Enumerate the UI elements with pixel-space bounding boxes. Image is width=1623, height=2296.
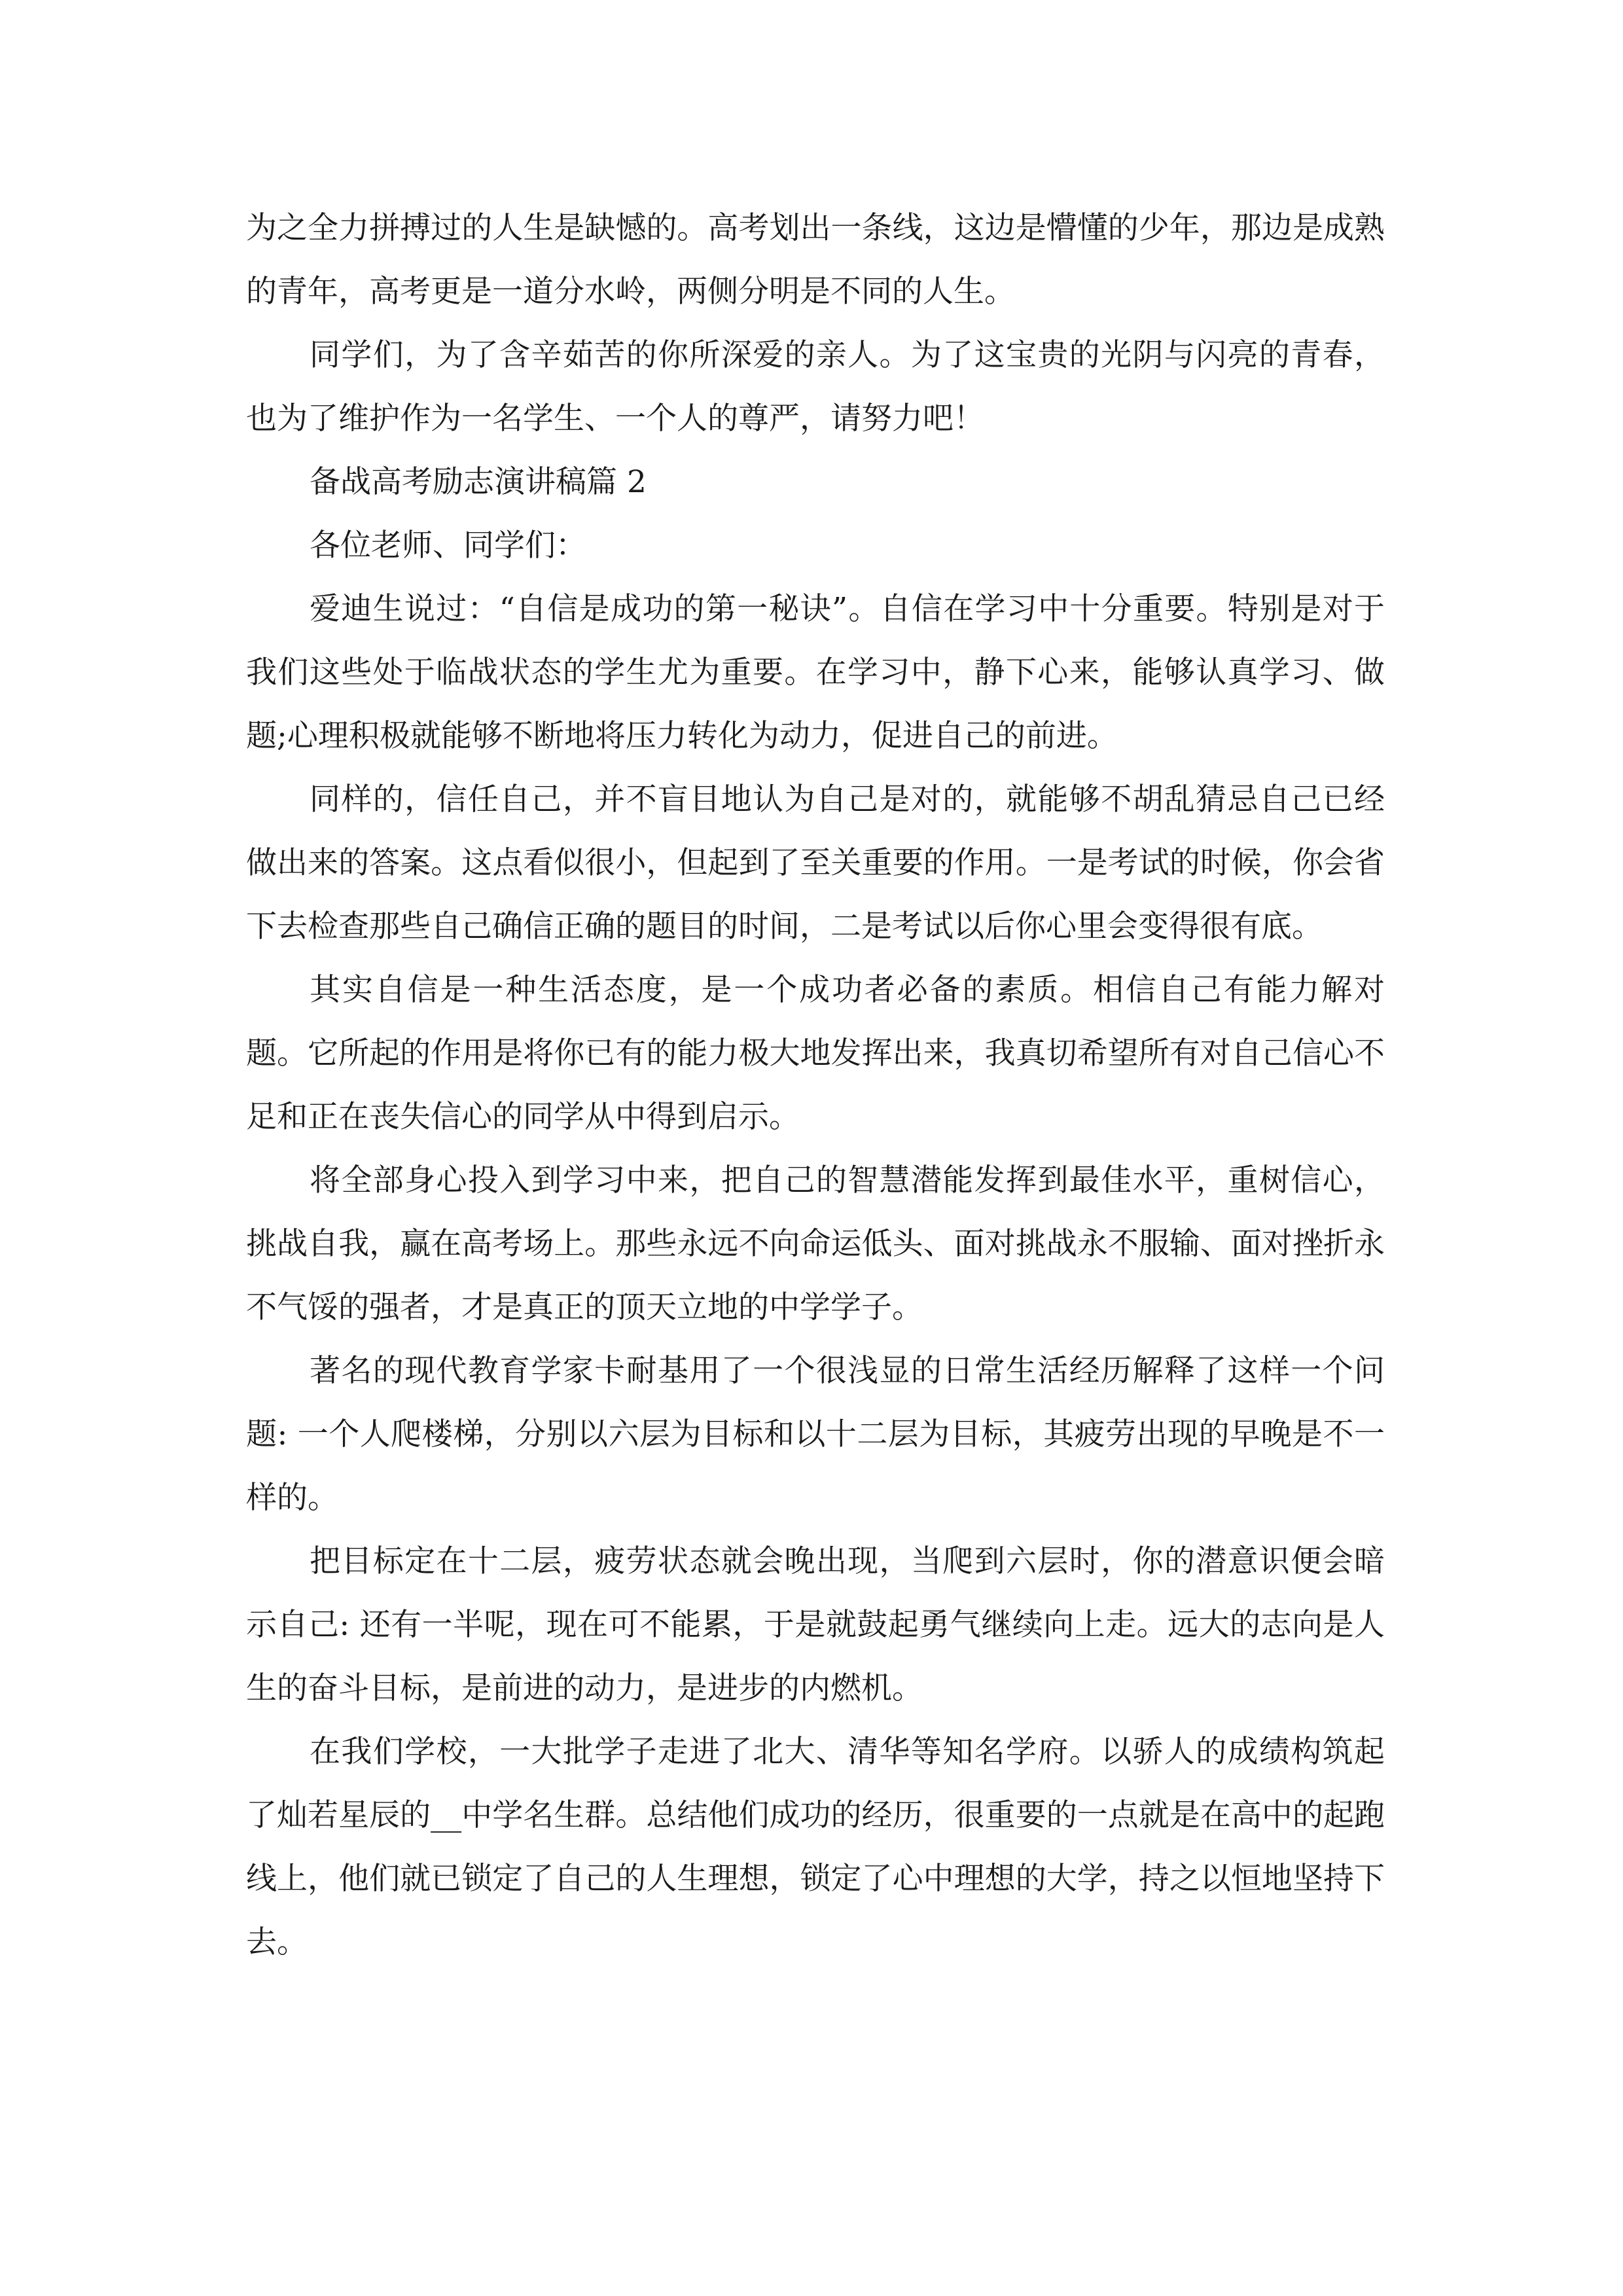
salutation: 各位老师、同学们： [310,528,586,564]
paragraph: 在我们学校，一大批学子走进了北大、清华等知名学府。以骄人的成绩构筑起了灿若星辰的__中学名生群。总结他们成功的经历，很重要的一点就是在高中的起跑线上，他们就已锁定了自己的人生理想，锁定了心中理想的大学，持之以恒地坚持下去。 [246,1734,1385,1960]
paragraph-continuation: 为之全力拼搏过的人生是缺憾的。高考划出一条线，这边是懵懂的少年，那边是成熟的青年，高考更是一道分水岭，两侧分明是不同的人生。 [246,210,1385,310]
paragraph: 著名的现代教育学家卡耐基用了一个很浅显的日常生活经历解释了这样一个问题: 一个人爬楼梯，分别以六层为目标和以十二层为目标，其疲劳出现的早晚是不一样的。 [246,1353,1385,1516]
paragraph: 同样的，信任自己，并不盲目地认为自己是对的，就能够不胡乱猜忌自己已经做出来的答案。这点看似很小，但起到了至关重要的作用。一是考试的时候，你会省下去检查那些自己确信正确的题目的时间，二是考试以后你心里会变得很有底。 [246,781,1385,944]
document-body [246,196,1385,1974]
paragraph: 爱迪生说过：“自信是成功的第一秘诀”。自信在学习中十分重要。特别是对于我们这些处于临战状态的学生尤为重要。在学习中，静下心来，能够认真学习、做题;心理积极就能够不断地将压力转化为动力，促进自己的前进。 [246,591,1385,754]
paragraph: 将全部身心投入到学习中来，把自己的智慧潜能发挥到最佳水平，重树信心，挑战自我，赢在高考场上。那些永远不向命运低头、面对挑战永不服输、面对挫折永不气馁的强者，才是真正的顶天立地的中学学子。 [246,1162,1385,1325]
paragraph: 其实自信是一种生活态度，是一个成功者必备的素质。相信自己有能力解对题。它所起的作用是将你已有的能力极大地发挥出来，我真切希望所有对自己信心不足和正在丧失信心的同学从中得到启示。 [246,972,1385,1135]
paragraph-closing-appeal: 同学们，为了含辛茹苦的你所深爱的亲人。为了这宝贵的光阴与闪亮的青春，也为了维护作为一名学生、一个人的尊严，请努力吧！ [246,337,1385,437]
paragraph: 把目标定在十二层，疲劳状态就会晚出现，当爬到六层时，你的潜意识便会暗示自己: 还有一半呢，现在可不能累，于是就鼓起勇气继续向上走。远大的志向是人生的奋斗目标，是前进的动力，是进步的内燃机。 [246,1543,1385,1706]
section-title: 备战高考励志演讲稿篇 2 [310,464,647,500]
